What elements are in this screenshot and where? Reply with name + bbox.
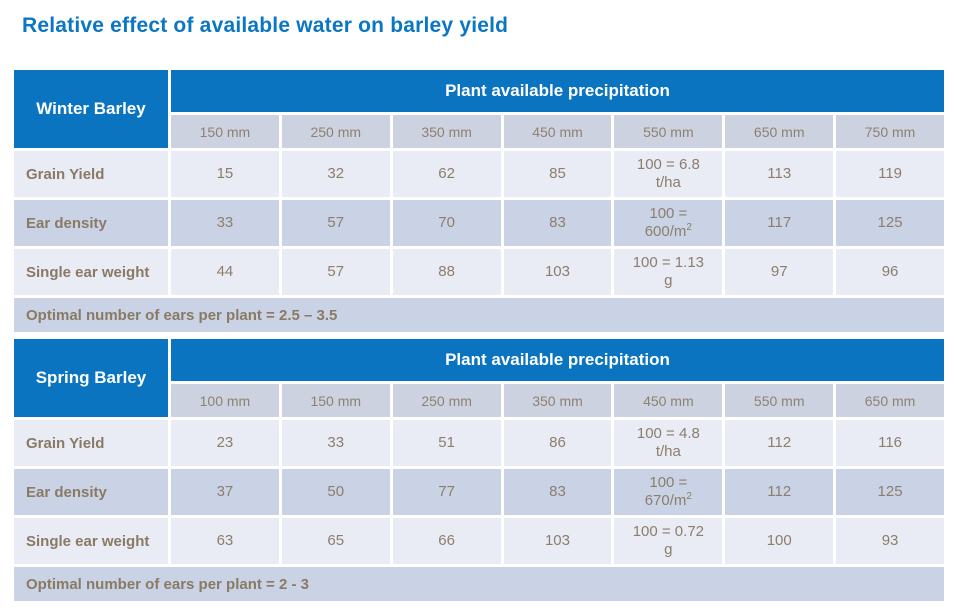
reference-line1: 100 = 1.13 <box>632 254 705 271</box>
table-cell: 57 <box>282 200 390 246</box>
table-cell: 57 <box>282 249 390 295</box>
reference-line2: g <box>664 272 673 289</box>
table-cell: 83 <box>504 200 612 246</box>
reference-line1: 100 = 0.72 <box>632 523 705 540</box>
winter-precipitation-header: Plant available precipitation <box>171 70 944 112</box>
table-cell: 116 <box>836 420 944 466</box>
table-cell: 103 <box>504 249 612 295</box>
winter-barley-species-cell: Winter Barley <box>14 70 168 148</box>
spring-column-header: 350 mm <box>504 384 612 417</box>
table-cell: 96 <box>836 249 944 295</box>
table-cell: 83 <box>504 469 612 515</box>
table-cell: 70 <box>393 200 501 246</box>
table-cell: 15 <box>171 151 279 197</box>
winter-column-header: 150 mm <box>171 115 279 148</box>
winter-column-header: 650 mm <box>725 115 833 148</box>
table-cell: 113 <box>725 151 833 197</box>
spring-column-header: 450 mm <box>614 384 722 417</box>
spring-footer-note: Optimal number of ears per plant = 2 - 3 <box>14 567 944 601</box>
winter-ear-density-label: Ear density <box>14 200 168 246</box>
reference-line2: t/ha <box>655 443 681 460</box>
table-cell: 33 <box>282 420 390 466</box>
tables-container <box>14 70 944 608</box>
spring-precipitation-header: Plant available precipitation <box>171 339 944 381</box>
reference-line1: 100 = 4.8 <box>636 425 700 442</box>
table-cell: 88 <box>393 249 501 295</box>
reference-line2: $670/m^2$ <box>644 491 692 509</box>
table-cell: 119 <box>836 151 944 197</box>
winter-single-ear-weight-label: Single ear weight <box>14 249 168 295</box>
spring-ear-density-label: Ear density <box>14 469 168 515</box>
table-cell: 37 <box>171 469 279 515</box>
reference-line2: t/ha <box>655 174 681 191</box>
winter-grain-yield-label: Grain Yield <box>14 151 168 197</box>
table-cell-reference <box>614 469 722 515</box>
winter-column-header: 750 mm <box>836 115 944 148</box>
reference-line2: g <box>664 541 673 558</box>
reference-line1: 100 = <box>649 205 688 222</box>
table-cell: 33 <box>171 200 279 246</box>
spring-column-header: 550 mm <box>725 384 833 417</box>
table-cell-reference <box>614 420 722 466</box>
reference-line1: 100 = 6.8 <box>636 156 700 173</box>
table-cell: 125 <box>836 469 944 515</box>
spring-column-header: 150 mm <box>282 384 390 417</box>
table-cell: 51 <box>393 420 501 466</box>
table-cell-reference <box>614 151 722 197</box>
table-cell: 93 <box>836 518 944 564</box>
table-cell-reference <box>614 518 722 564</box>
winter-column-header: 450 mm <box>504 115 612 148</box>
table-cell-reference <box>614 249 722 295</box>
table-cell: 100 <box>725 518 833 564</box>
spring-barley-species-cell: Spring Barley <box>14 339 168 417</box>
spring-column-header: 650 mm <box>836 384 944 417</box>
table-cell: 117 <box>725 200 833 246</box>
table-cell: 65 <box>282 518 390 564</box>
reference-line1: 100 = <box>649 474 688 491</box>
table-cell: 66 <box>393 518 501 564</box>
table-cell: 85 <box>504 151 612 197</box>
table-cell: 23 <box>171 420 279 466</box>
table-cell: 103 <box>504 518 612 564</box>
table-cell-reference <box>614 200 722 246</box>
winter-column-header: 550 mm <box>614 115 722 148</box>
spring-column-header: 250 mm <box>393 384 501 417</box>
table-cell: 77 <box>393 469 501 515</box>
page-title: Relative effect of available water on barley yield <box>22 14 509 37</box>
spring-single-ear-weight-label: Single ear weight <box>14 518 168 564</box>
spring-grain-yield-label: Grain Yield <box>14 420 168 466</box>
reference-line2: $600/m^2$ <box>644 222 692 240</box>
table-cell: 32 <box>282 151 390 197</box>
winter-column-header: 350 mm <box>393 115 501 148</box>
table-cell: 112 <box>725 420 833 466</box>
table-cell: 44 <box>171 249 279 295</box>
table-cell: 50 <box>282 469 390 515</box>
table-cell: 62 <box>393 151 501 197</box>
winter-footer-note: Optimal number of ears per plant = 2.5 – 3.5 <box>14 298 944 332</box>
table-cell: 112 <box>725 469 833 515</box>
table-cell: 125 <box>836 200 944 246</box>
table-cell: 86 <box>504 420 612 466</box>
spring-barley-table <box>14 339 944 601</box>
spring-column-header: 100 mm <box>171 384 279 417</box>
winter-barley-table <box>14 70 944 332</box>
table-cell: 97 <box>725 249 833 295</box>
winter-column-header: 250 mm <box>282 115 390 148</box>
table-cell: 63 <box>171 518 279 564</box>
